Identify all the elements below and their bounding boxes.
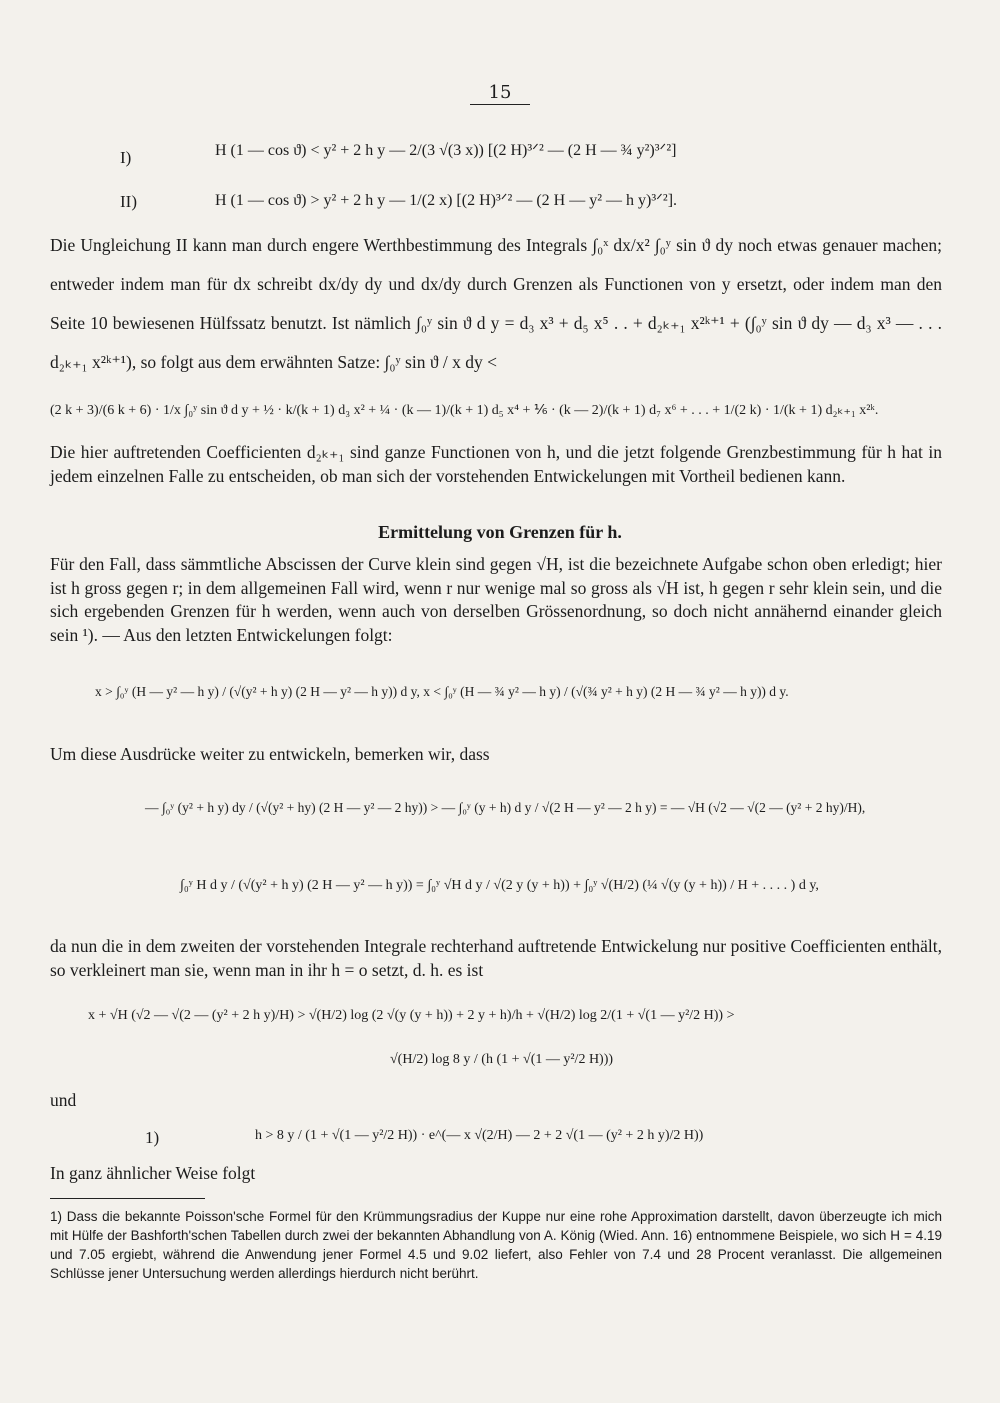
formula-log-term: √(H/2) log 8 y / (h (1 + √(1 — y²/2 H))) (390, 1052, 614, 1067)
formula-series-bound: (2 k + 3)/(6 k + 6) · 1/x ∫₀ʸ sin ϑ d y + ½ · k/(k + 1) d₃ x² + ¼ · (k — 1)/(k + 1) d₅ x⁴ + ⅙ · (k — 2)/(k + 1) d₇ x⁶ + . . . + 1/(2 k) · 1/(k + 1) d₂ₖ₊₁ x²ᵏ. (50, 403, 879, 418)
page-number: 15 (488, 82, 512, 103)
closing-line: In ganz ähnlicher Weise folgt (50, 1163, 256, 1183)
formula-h-bound: h > 8 y / (1 + √(1 — y²/2 H)) · e^(— x √(2/H) — 2 + 2 √(1 — (y² + 2 h y)/2 H)) (255, 1128, 704, 1143)
paragraph-integral-bounds: Die Ungleichung II kann man durch engere Werthbestimmung des Integrals ∫₀ˣ dx/x² ∫₀ʸ sin ϑ dy noch etwas genauer machen; entweder indem man für dx schreibt dx/dy dy und dx/dy durch Grenzen als Functionen von y ersetzt, oder indem man den Seite 10 bewiesenen Hülfssatz benutzt. Ist nämlich ∫₀ʸ sin ϑ d y = d₃ x³ + d₅ x⁵ . . + d₂ₖ₊₁ x²ᵏ⁺¹ + (∫₀ʸ sin ϑ dy — d₃ x³ — . . . d₂ₖ₊₁ x²ᵏ⁺¹), so folgt aus dem erwähnten Satze: ∫₀ʸ sin ϑ / x dy < (50, 235, 942, 372)
word-und: und (50, 1090, 77, 1110)
section-heading: Ermittelung von Grenzen für h. (378, 522, 622, 542)
formula-log-bound: x + √H (√2 — √(2 — (y² + 2 h y)/H) > √(H/2) log (2 √(y (y + h)) + 2 y + h)/h + √(H/2) log 2/(1 + √(1 — y²/2 H)) > (88, 1008, 735, 1023)
formula-integral-comparison: — ∫₀ʸ (y² + h y) dy / (√(y² + hy) (2 H — y² — 2 hy)) > — ∫₀ʸ (y + h) d y / √(2 H — y² — 2 h y) = — √H (√2 — √(2 — (y² + 2 hy)/H), (145, 800, 866, 815)
footnote: 1) Dass die bekannte Poisson'sche Formel für den Krümmungsradius der Kuppe nur eine rohe Approximation darstellt, davon überzeugte ich mich mit Hülfe der Bashforth'schen Tabellen durch zwei der bekannten Abhandlung von A. König (Wied. Ann. 16) entnommene Beispiele, wo sich H = 4.19 und 7.05 ergiebt, während die Anwendung jener Formel 4.5 und 9.02 liefert, also Fehler von 7.4 und 28 Procent veranlasst. Die allgemeinen Schlüsse jener Untersuchung werden allerdings hierdurch nicht berührt. (50, 1209, 942, 1281)
paragraph-limits: Für den Fall, dass sämmtliche Abscissen der Curve klein sind gegen √H, ist die bezeichnete Aufgabe schon oben erledigt; hier ist h gross gegen r; in dem allgemeinen Fall wird, wenn r nur wenige mal so gross als √H ist, h gegen r sehr klein sein, und die sich ergebenden Grenzen für h werden, wenn auch von derselben Grössenordnung, so doch nicht annähernd einander gleich sein ¹). — Aus den letzten Entwickelungen folgt: (50, 554, 942, 645)
inequality-label-1: I) (120, 148, 132, 167)
footnote-rule (50, 1198, 205, 1199)
inequality-label-2: II) (120, 192, 137, 211)
paragraph-coefficients: Die hier auftretenden Coefficienten d₂ₖ₊₁ sind ganze Functionen von h, und die jetzt folgende Grenzbestimmung für h hat in jedem einzelnen Falle zu entscheiden, ob man sich der vorstehenden Entwickelungen mit Vortheil bedienen kann. (50, 442, 942, 486)
inequality-formula-1: H (1 — cos ϑ) < y² + 2 h y — 2/(3 √(3 x)) [(2 H)³ᐟ² — (2 H — ¾ y²)³ᐟ²] (215, 142, 677, 159)
inequality-formula-2: H (1 — cos ϑ) > y² + 2 h y — 1/(2 x) [(2 H)³ᐟ² — (2 H — y² — h y)³ᐟ²]. (215, 192, 678, 209)
page-number-rule (470, 104, 530, 105)
formula-x-bounds: x > ∫₀ʸ (H — y² — h y) / (√(y² + h y) (2 H — y² — h y)) d y, x < ∫₀ʸ (H — ¾ y² — h y) / (√(¾ y² + h y) (2 H — ¾ y² — h y)) d y. (95, 684, 789, 699)
formula-integral-split: ∫₀ʸ H d y / (√(y² + h y) (2 H — y² — h y)) = ∫₀ʸ √H d y / √(2 y (y + h)) + ∫₀ʸ √(H/2) (¼ √(y (y + h)) / H + . . . . ) d y, (180, 878, 819, 893)
paragraph-coefficients-positive: da nun die in dem zweiten der vorstehenden Integrale rechterhand auftretende Entwickelung nur positive Coefficienten enthält, so verkleinert man sie, wenn man in ihr h = o setzt, d. h. es ist (50, 936, 942, 980)
equation-label-1: 1) (145, 1128, 160, 1147)
paragraph-develop: Um diese Ausdrücke weiter zu entwickeln, bemerken wir, dass (50, 744, 490, 764)
